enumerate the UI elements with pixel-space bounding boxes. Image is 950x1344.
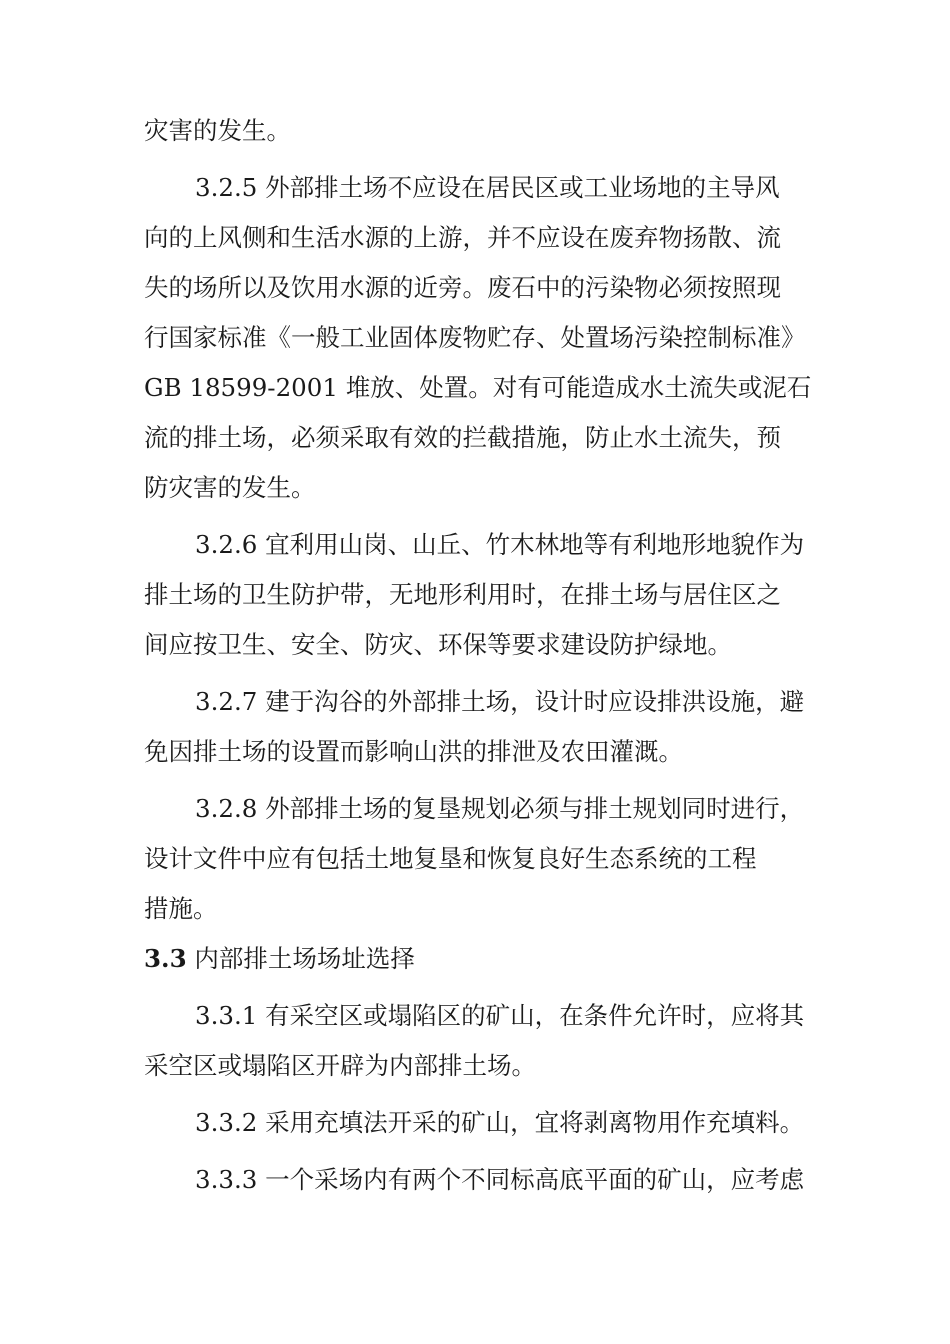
- text-line: 3.2.8 外部排土场的复垦规划必须与排土规划同时进行，: [195, 794, 805, 823]
- text-line: 设计文件中应有包括土地复垦和恢复良好生态系统的工程: [144, 844, 757, 873]
- section-title: 内部排土场场址选择: [194, 944, 415, 973]
- text-line: 3.2.5 外部排土场不应设在居民区或工业场地的主导风: [195, 173, 780, 202]
- section-heading: [144, 943, 415, 975]
- text-line: GB 18599-2001 堆放、处置。对有可能造成水土流失或泥石: [144, 373, 812, 402]
- text-line: 失的场所以及饮用水源的近旁。废石中的污染物必须按照现: [144, 273, 781, 302]
- text-line: 3.2.7 建于沟谷的外部排土场，设计时应设排洪设施，避: [195, 687, 805, 716]
- text-line: 3.3.1 有采空区或塌陷区的矿山，在条件允许时，应将其: [195, 1001, 805, 1030]
- text-line: 3.3.3 一个采场内有两个不同标高底平面的矿山，应考虑: [195, 1165, 805, 1194]
- text-line: 向的上风侧和生活水源的上游，并不应设在废弃物扬散、流: [144, 223, 781, 252]
- text-line: 措施。: [144, 894, 218, 923]
- text-line: 3.3.2 采用充填法开采的矿山，宜将剥离物用作充填料。: [195, 1108, 805, 1137]
- text-line: 流的排土场，必须采取有效的拦截措施，防止水土流失，预: [144, 423, 781, 452]
- text-line: 防灾害的发生。: [144, 473, 316, 502]
- text-line: 3.2.6 宜利用山岗、山丘、竹木林地等有利地形地貌作为: [195, 530, 805, 559]
- text-line: 行国家标准《一般工业固体废物贮存、处置场污染控制标准》: [144, 323, 806, 352]
- section-number: 3.3: [144, 944, 187, 973]
- text-line: 灾害的发生。: [144, 116, 291, 145]
- text-line: 间应按卫生、安全、防灾、环保等要求建设防护绿地。: [144, 630, 732, 659]
- text-line: 免因排土场的设置而影响山洪的排泄及农田灌溉。: [144, 737, 683, 766]
- text-line: 采空区或塌陷区开辟为内部排土场。: [144, 1051, 536, 1080]
- text-line: 排土场的卫生防护带，无地形利用时，在排土场与居住区之: [144, 580, 781, 609]
